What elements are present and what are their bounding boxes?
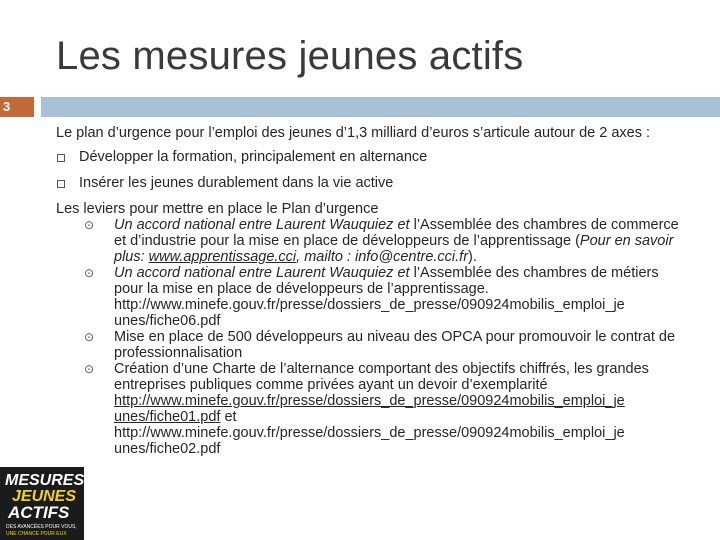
lever-item: [84, 329, 686, 361]
lever-tail: et http://www.minefe.gouv.fr/presse/dossiers_de_presse/090924mobilis_emploi_je unes/fiche02.pdf: [114, 409, 625, 457]
logo-line2: JEUNES: [12, 488, 77, 505]
logo-line1: MESURES: [5, 472, 84, 489]
fiche01-link[interactable]: http://www.minefe.gouv.fr/presse/dossiers_de_presse/090924mobilis_emploi_je unes/fiche01.pdf: [114, 393, 625, 425]
target-bullet-icon: ⊙: [84, 266, 95, 280]
axis-item: [56, 175, 686, 191]
title-rule: [41, 97, 720, 117]
mesures-jeunes-actifs-logo: [0, 467, 84, 540]
lever-body: l’Assemblée des chambres de métiers pour la mise en place de développeurs de l’apprentissage. http://www.minefe.gouv.fr/presse/dossiers_de_presse/090924mobilis_emploi_je unes/fiche06.pdf: [114, 265, 659, 329]
square-bullet-icon: [57, 180, 65, 188]
target-bullet-icon: ⊙: [84, 330, 95, 344]
target-bullet-icon: ⊙: [84, 218, 95, 232]
lever-item: [84, 217, 686, 265]
apprentissage-link[interactable]: www.apprentissage.cci: [148, 249, 297, 265]
axis-item: [56, 149, 686, 165]
logo-graphic: [0, 467, 84, 540]
lever-text: [114, 265, 686, 329]
lever-text: [114, 217, 686, 265]
target-bullet-icon: ⊙: [84, 362, 95, 376]
logo-tagline1: DES AVANCÉES POUR VOUS,: [6, 524, 77, 530]
logo-line3: ACTIFS: [8, 503, 70, 522]
axis-text: Insérer les jeunes durablement dans la vie active: [79, 175, 394, 191]
intro-paragraph: Le plan d’urgence pour l’emploi des jeunes d’1,3 milliard d’euros s’articule autour de 2 axes :: [56, 125, 651, 141]
lever-body: Création d’une Charte de l’alternance comportant des objectifs chiffrés, les grandes entreprises publiques comme privées ayant un devoir d’exemplarité: [114, 361, 649, 393]
lever-item: [84, 265, 686, 329]
slide-number: 3: [0, 97, 34, 117]
slide-content: [56, 125, 686, 457]
lever-item: [84, 361, 686, 457]
lever-emphasis: Un accord national entre Laurent Wauquiez et: [114, 265, 410, 281]
lever-text: Mise en place de 500 développeurs au niveau des OPCA pour promouvoir le contrat de professionnalisation: [114, 329, 676, 361]
square-bullet-icon: [57, 154, 65, 162]
lever-body: l’Assemblée des chambres de commerce et d’industrie pour la mise en place de développeurs de l’apprentissage (: [114, 217, 679, 249]
lever-text: [114, 361, 686, 457]
lever-tail: ).: [468, 249, 477, 265]
lever-mailto: , mailto : info@centre.cci.fr: [296, 249, 469, 265]
slide-title: Les mesures jeunes actifs: [56, 34, 524, 78]
lever-note-prefix: Pour en savoir plus:: [114, 233, 674, 265]
axis-text: Développer la formation, principalement en alternance: [79, 149, 428, 165]
logo-tagline2: UNE CHANCE POUR EUX: [6, 531, 67, 537]
levers-heading: Les leviers pour mettre en place le Plan d’urgence: [56, 201, 379, 217]
lever-emphasis: Un accord national entre Laurent Wauquiez et: [114, 217, 410, 233]
